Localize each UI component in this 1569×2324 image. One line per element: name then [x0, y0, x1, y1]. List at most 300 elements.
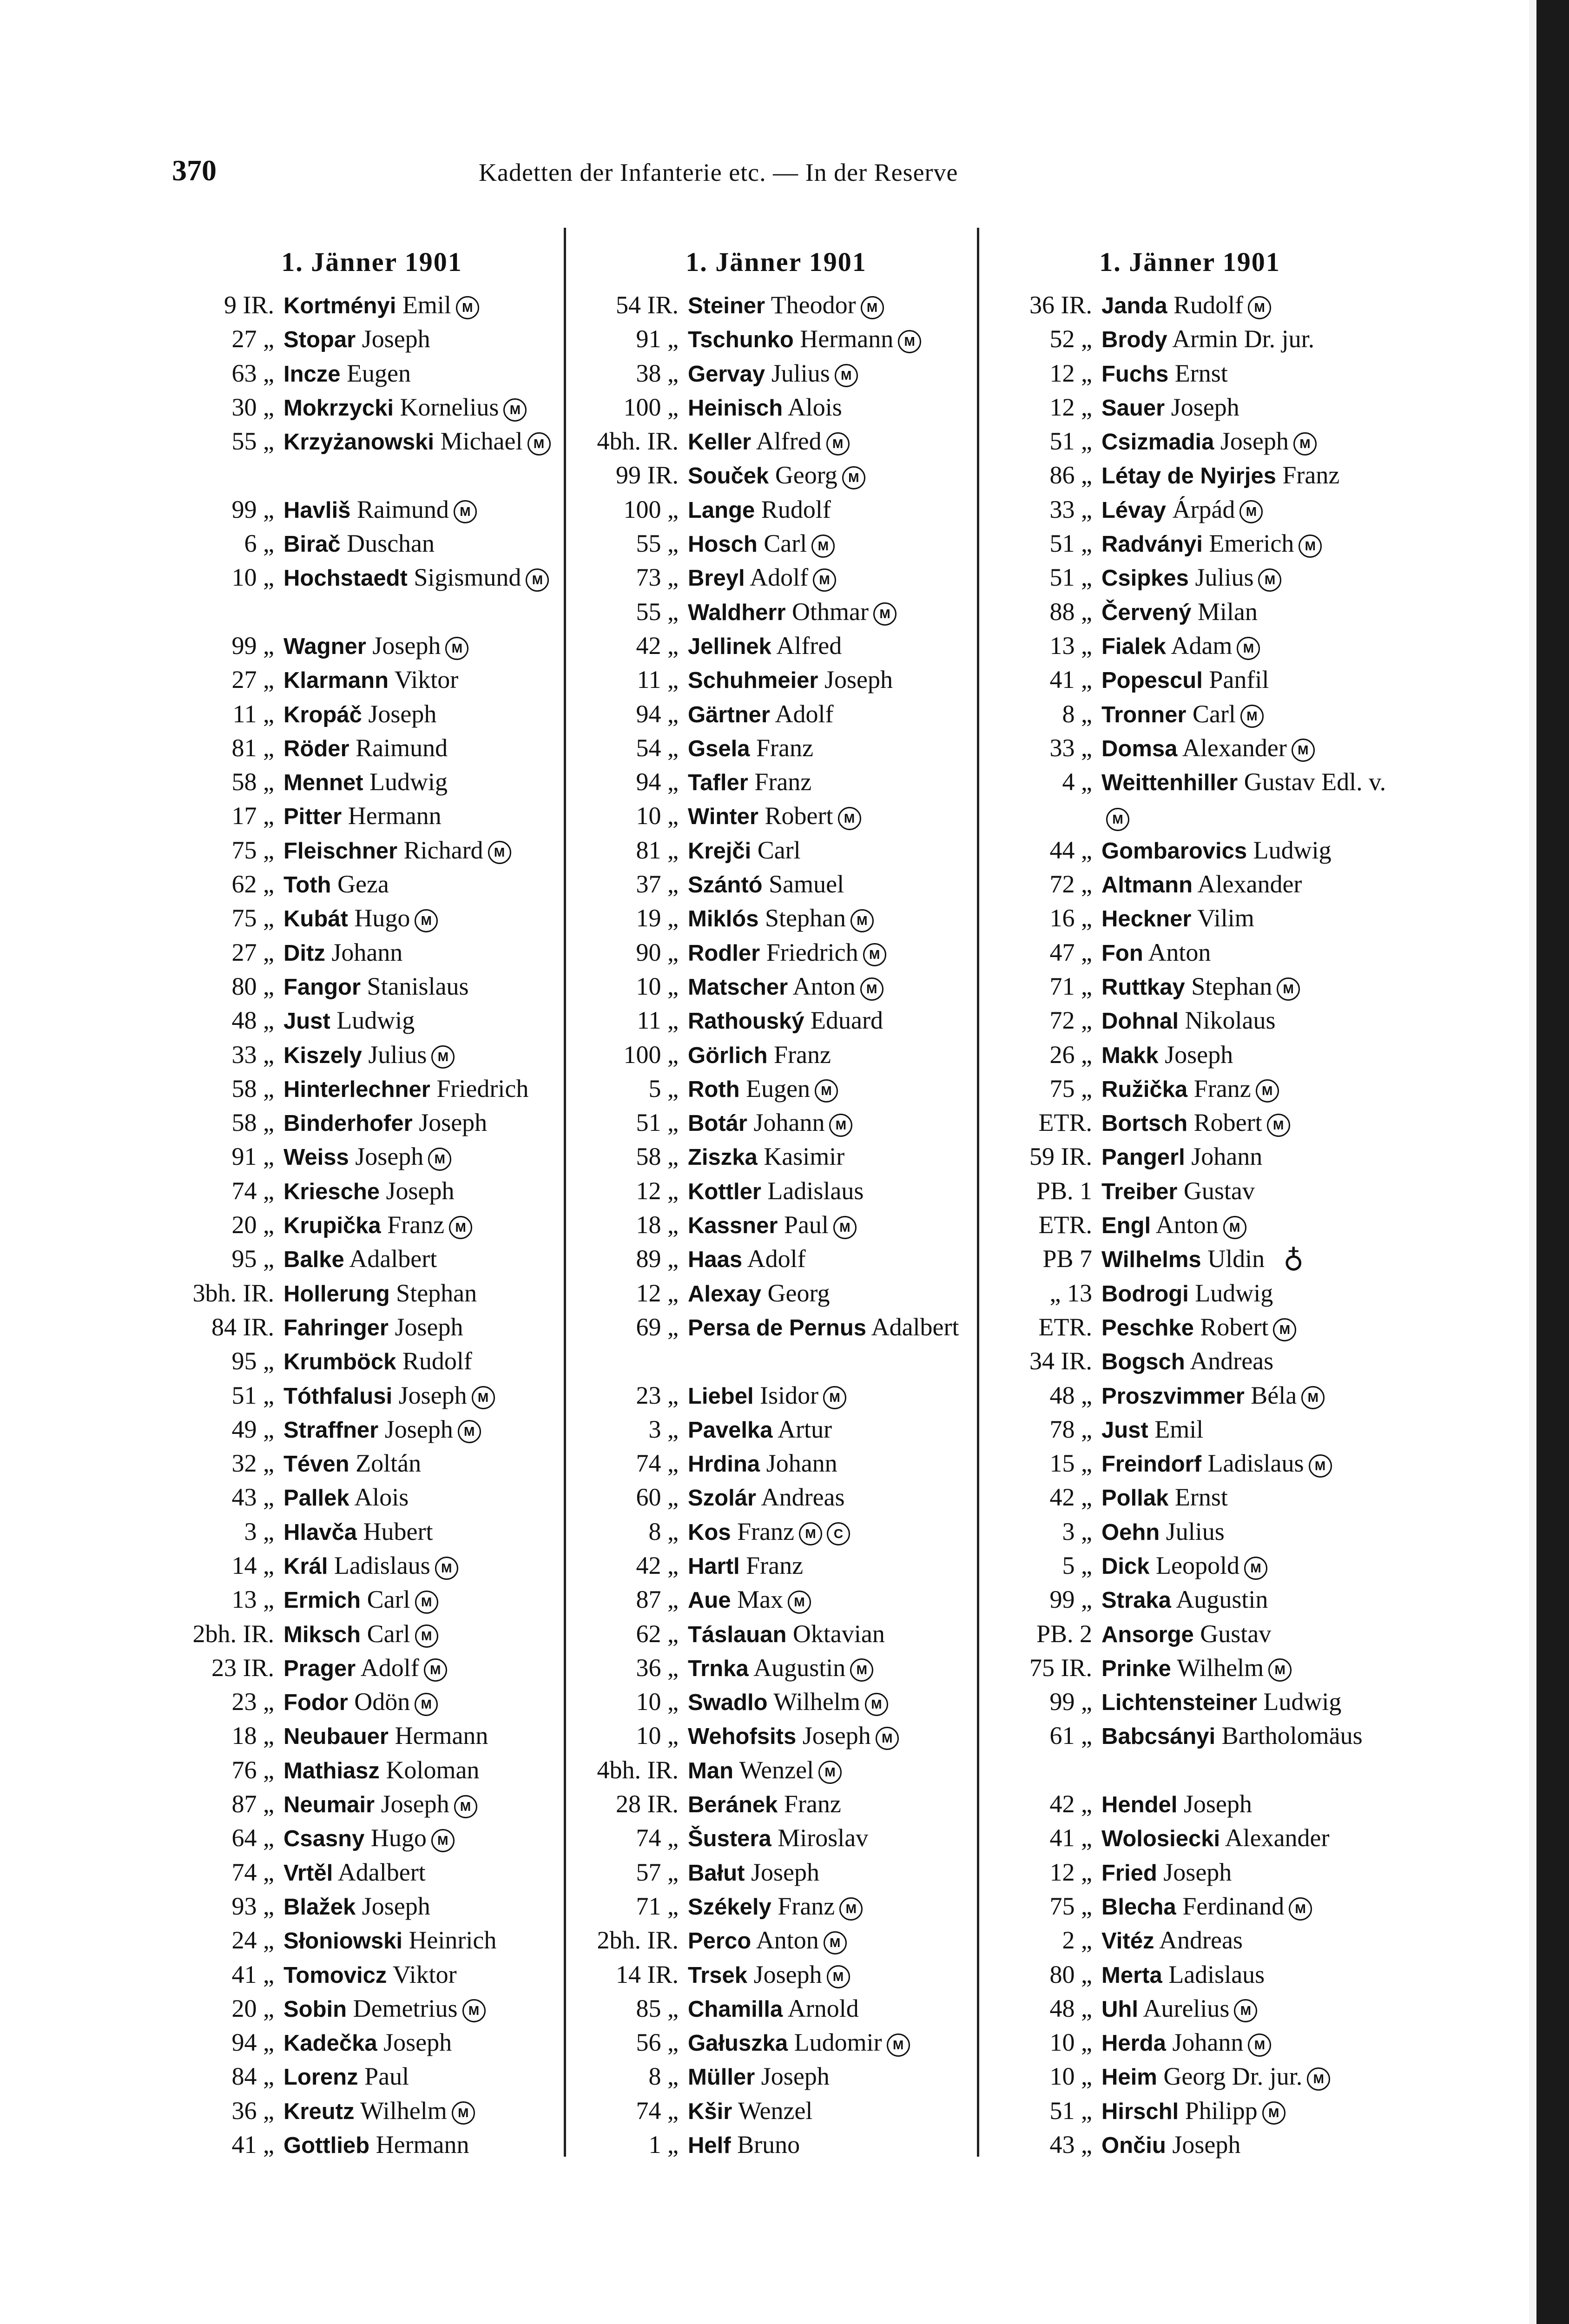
given-name: Paul	[784, 1211, 829, 1239]
surname: Ončiu	[1101, 2133, 1166, 2159]
surname: Klarmann	[283, 668, 389, 693]
person-name	[1101, 1480, 1390, 1515]
m-circle-icon: M	[1289, 1897, 1312, 1921]
person-name	[283, 2094, 572, 2129]
list-item	[576, 493, 976, 527]
surname: Gałuszka	[688, 2031, 788, 2056]
c-circle-icon: C	[827, 1522, 850, 1545]
given-name: Alfred	[776, 631, 842, 660]
surname: Steiner	[688, 293, 765, 318]
person-name	[283, 1038, 572, 1073]
given-name: Theodor	[771, 291, 856, 319]
surname: Bodrogi	[1101, 1281, 1189, 1307]
list-item	[172, 1787, 572, 1821]
surname: Dohnal	[1101, 1009, 1179, 1034]
regiment-number: 56 „	[636, 2028, 679, 2057]
given-name: Gustav	[1200, 1619, 1272, 1648]
person-name	[688, 1992, 976, 2027]
regiment-number: 2bh. IR.	[597, 1926, 679, 1954]
regiment-number: 80 „	[1049, 1960, 1092, 1988]
m-circle-icon: M	[454, 1795, 477, 1818]
given-name: Oktavian	[792, 1619, 885, 1648]
regiment-number: 58 „	[231, 768, 274, 796]
list-item	[172, 1379, 572, 1413]
m-circle-icon: M	[1234, 1999, 1257, 2022]
given-name: Hugo	[370, 1824, 427, 1852]
surname: Domsa	[1101, 736, 1178, 761]
m-circle-icon: M	[818, 1761, 842, 1784]
list-item	[172, 1958, 572, 1992]
given-name: Joseph	[368, 700, 437, 728]
regiment-number: 90 „	[636, 938, 679, 966]
given-name: Joseph	[1183, 1790, 1252, 1818]
given-name: Artur	[778, 1415, 832, 1443]
m-circle-icon: M	[452, 2101, 475, 2125]
list-item	[990, 1515, 1390, 1549]
regiment-number: 19 „	[636, 904, 679, 932]
person-name	[1101, 2060, 1390, 2094]
surname: Tafler	[688, 770, 748, 796]
surname: Fialek	[1101, 634, 1166, 659]
regiment-number: 64 „	[231, 1824, 274, 1852]
person-name	[688, 1685, 976, 1720]
regiment-number: 80 „	[231, 972, 274, 1000]
person-name	[688, 322, 976, 357]
person-name	[688, 1004, 976, 1038]
surname: Winter	[688, 804, 759, 830]
regiment-number: 12 „	[1049, 359, 1092, 387]
m-circle-icon: M	[415, 1693, 438, 1716]
given-name: Johann	[1172, 2028, 1244, 2057]
given-name: Georg	[767, 1279, 830, 1307]
m-circle-icon: M	[813, 568, 836, 592]
surname: Fuchs	[1101, 361, 1169, 387]
list-item	[990, 765, 1390, 833]
m-circle-icon: M	[454, 500, 477, 523]
surname: Vrtěl	[283, 1860, 333, 1886]
list-item	[990, 697, 1390, 731]
surname: Hollerung	[283, 1281, 390, 1307]
person-name	[1101, 1072, 1390, 1107]
list-item	[172, 936, 572, 970]
given-name: Panfil	[1209, 666, 1269, 694]
regiment-number: PB. 2	[1036, 1619, 1092, 1648]
given-name: Adolf	[360, 1653, 419, 1682]
person-name	[1101, 970, 1390, 1004]
regiment-number: 10 „	[636, 802, 679, 830]
list-item	[172, 1651, 572, 1685]
person-name	[283, 288, 572, 323]
person-name	[1101, 527, 1390, 561]
person-name	[283, 1480, 572, 1515]
surname: Wolosiecki	[1101, 1826, 1220, 1852]
given-name: Adolf	[775, 700, 834, 728]
surname: Słoniowski	[283, 1928, 402, 1954]
list-item	[576, 1685, 976, 1719]
person-name	[688, 1855, 976, 1890]
given-name: Stanislaus	[367, 972, 469, 1000]
surname: Lichtensteiner	[1101, 1690, 1257, 1716]
list-item	[576, 1617, 976, 1651]
given-name: Anton	[1155, 1211, 1219, 1239]
given-name: Ludwig	[369, 768, 448, 796]
given-name: Armin Dr. jur.	[1172, 325, 1315, 353]
m-circle-icon: M	[1309, 1454, 1332, 1478]
list-item	[172, 1038, 572, 1072]
regiment-number: 51 „	[1049, 427, 1092, 456]
surname: Dick	[1101, 1553, 1150, 1579]
given-name: Joseph	[362, 1892, 430, 1920]
person-name	[688, 458, 976, 493]
given-name: Augustin	[1176, 1585, 1268, 1614]
m-circle-icon: M	[456, 296, 479, 319]
person-name	[688, 1651, 976, 1686]
regiment-number: 99 „	[1049, 1585, 1092, 1614]
given-name: Franz	[754, 768, 812, 796]
given-name: Joseph	[419, 1109, 488, 1137]
surname: Rodler	[688, 940, 760, 966]
person-name	[1101, 1413, 1390, 1447]
person-name	[688, 2128, 976, 2163]
surname: Červený	[1101, 600, 1192, 625]
person-name	[688, 1106, 976, 1141]
given-name: Joseph	[372, 631, 441, 660]
surname: Fodor	[283, 1690, 348, 1716]
regiment-number: 60 „	[636, 1483, 679, 1512]
regiment-number: „ 13	[1049, 1279, 1092, 1307]
column-1	[172, 246, 572, 2162]
given-name: Joseph	[386, 1176, 455, 1205]
list-item	[576, 1549, 976, 1583]
person-name	[1101, 663, 1390, 698]
person-name	[1101, 2094, 1390, 2129]
list-item	[576, 1480, 976, 1514]
given-name: Richard	[403, 836, 483, 864]
given-name: Anton	[1148, 938, 1211, 966]
regiment-number: 43 „	[231, 1483, 274, 1512]
regiment-number: 10 „	[636, 1688, 679, 1716]
person-name	[688, 833, 976, 868]
surname: Prager	[283, 1656, 356, 1681]
given-name: Joseph	[355, 1142, 424, 1171]
m-circle-icon: M	[815, 1079, 838, 1103]
regiment-number: 51 „	[1049, 2096, 1092, 2125]
given-name: Franz	[387, 1211, 445, 1239]
regiment-number: 88 „	[1049, 597, 1092, 626]
given-name: Philipp	[1185, 2096, 1258, 2125]
regiment-number: 87 „	[636, 1585, 679, 1614]
regiment-number: 94 „	[231, 2028, 274, 2057]
regiment-number: 3bh. IR.	[192, 1279, 274, 1307]
list-item	[172, 1413, 572, 1446]
regiment-number: 94 „	[636, 768, 679, 796]
list-item	[576, 1276, 976, 1310]
regiment-number: 69 „	[636, 1313, 679, 1341]
list-item	[990, 595, 1390, 629]
person-name	[283, 1992, 572, 2027]
person-name	[688, 1515, 976, 1550]
list-item	[990, 1140, 1390, 1174]
surname: Trnka	[688, 1656, 749, 1681]
surname: Weiss	[283, 1145, 349, 1170]
regiment-number: 85 „	[636, 1994, 679, 2022]
surname: Kšir	[688, 2099, 732, 2124]
list-item	[576, 1855, 976, 1889]
person-name	[688, 390, 976, 425]
regiment-number: 74 „	[636, 1824, 679, 1852]
given-name: Wenzel	[739, 1756, 814, 1784]
surname: Schuhmeier	[688, 668, 818, 693]
surname: Tschunko	[688, 327, 794, 353]
list-item	[576, 1515, 976, 1549]
person-name	[1101, 424, 1390, 459]
given-name: Joseph	[1220, 427, 1289, 456]
person-name	[688, 288, 976, 323]
person-name	[688, 1208, 976, 1243]
list-item	[172, 1106, 572, 1140]
regiment-number: 93 „	[231, 1892, 274, 1920]
given-name: Sigismund	[414, 563, 521, 592]
list-item	[172, 1719, 572, 1753]
given-name: Julius	[368, 1040, 427, 1069]
surname: Roth	[688, 1076, 740, 1102]
surname: Radványi	[1101, 532, 1203, 557]
surname: Perco	[688, 1928, 752, 1954]
regiment-number: 23 IR.	[211, 1653, 274, 1682]
surname: Ružička	[1101, 1076, 1188, 1102]
given-name: Alois	[354, 1483, 409, 1512]
person-name	[1101, 1583, 1390, 1618]
m-circle-icon: M	[415, 909, 438, 932]
surname: Mokrzycki	[283, 395, 394, 421]
given-name: Joseph	[1165, 1040, 1233, 1069]
regiment-number: 14 IR.	[616, 1960, 679, 1988]
surname: Csasny	[283, 1826, 365, 1852]
regiment-number: 8 „	[648, 2062, 679, 2091]
person-name	[283, 2026, 572, 2060]
person-name	[1101, 1855, 1390, 1890]
list-item	[172, 970, 572, 1004]
surname: Lorenz	[283, 2065, 358, 2090]
surname: Ansorge	[1101, 1622, 1194, 1647]
given-name: Ludwig	[1253, 836, 1332, 864]
person-name	[688, 2060, 976, 2094]
surname: Röder	[283, 736, 349, 761]
list-item	[172, 1821, 572, 1855]
surname: Krzyżanowski	[283, 429, 435, 455]
list-item	[576, 731, 976, 765]
surname: Fleischner	[283, 838, 398, 864]
given-name: Joseph	[1171, 393, 1239, 421]
list-item	[576, 1992, 976, 2026]
list-item	[990, 390, 1390, 424]
given-name: Vilim	[1197, 904, 1254, 932]
person-name	[1101, 697, 1390, 732]
m-circle-icon: M	[428, 1148, 451, 1171]
list-item	[576, 527, 976, 561]
m-circle-icon: M	[1223, 1216, 1246, 1239]
person-name	[688, 1923, 976, 1958]
given-name: Franz	[784, 1790, 841, 1818]
person-name	[688, 493, 976, 528]
surname: Birač	[283, 532, 341, 557]
surname: Blažek	[283, 1894, 356, 1920]
column-heading: 1. Jänner 1901	[1099, 247, 1280, 277]
list-item	[172, 1923, 572, 1957]
surname: Persa de Pernus	[688, 1315, 867, 1340]
given-name: Hermann	[395, 1722, 488, 1750]
surname: Freindorf	[1101, 1452, 1202, 1477]
list-item	[172, 424, 572, 493]
given-name: Anton	[756, 1926, 819, 1954]
list-item	[990, 1106, 1390, 1140]
m-circle-icon: M	[1292, 739, 1315, 762]
regiment-number: 18 „	[636, 1211, 679, 1239]
surname: Fon	[1101, 940, 1143, 966]
surname: Pavelka	[688, 1417, 773, 1443]
regiment-number: 26 „	[1049, 1040, 1092, 1069]
regiment-number: 16 „	[1049, 904, 1092, 932]
given-name: Eugen	[746, 1074, 811, 1103]
given-name: Ladislaus	[334, 1551, 430, 1579]
list-item	[990, 1379, 1390, 1413]
surname: Blecha	[1101, 1894, 1176, 1920]
person-name	[1101, 493, 1390, 528]
person-name	[283, 629, 572, 664]
regiment-number: 78 „	[1049, 1415, 1092, 1443]
given-name: Joseph	[383, 2028, 452, 2057]
given-name: Bartholomäus	[1221, 1722, 1363, 1750]
given-name: Johann	[1191, 1142, 1263, 1171]
surname: Vitéz	[1101, 1928, 1154, 1954]
m-circle-icon: M	[865, 1693, 888, 1716]
given-name: Joseph	[802, 1722, 871, 1750]
regiment-number: 6 „	[244, 529, 274, 558]
column-heading: 1. Jänner 1901	[281, 247, 462, 277]
regiment-number: 30 „	[231, 393, 274, 421]
m-circle-icon: M	[1301, 1386, 1325, 1409]
surname: Csipkes	[1101, 566, 1189, 591]
regiment-number: 51 „	[1049, 529, 1092, 558]
regiment-number: 27 „	[231, 938, 274, 966]
regiment-number: 91 „	[636, 325, 679, 353]
m-circle-icon: M	[1237, 637, 1260, 660]
given-name: Ludwig	[336, 1006, 415, 1035]
list-item	[172, 1583, 572, 1617]
surname: Just	[283, 1009, 330, 1034]
list-item	[172, 1992, 572, 2026]
regiment-number: 3 „	[648, 1415, 679, 1443]
surname: Lange	[688, 497, 755, 523]
list-item	[576, 1923, 976, 1957]
surname: Janda	[1101, 293, 1167, 318]
list-item	[172, 2060, 572, 2093]
person-name	[1101, 1276, 1390, 1311]
person-name	[1101, 901, 1390, 936]
list-item	[990, 901, 1390, 935]
surname: Altmann	[1101, 872, 1193, 898]
person-name	[283, 765, 572, 800]
given-name: Ernst	[1174, 359, 1228, 387]
surname: Kubát	[283, 906, 348, 932]
list-item	[172, 1004, 572, 1037]
regiment-number: 54 „	[636, 733, 679, 762]
regiment-number: 100 „	[623, 495, 679, 523]
person-name	[1101, 1889, 1390, 1924]
given-name: Franz	[756, 733, 813, 762]
given-name: Béla	[1251, 1381, 1297, 1409]
surname: Breyl	[688, 566, 745, 591]
surname: Liebel	[688, 1383, 754, 1409]
list-item	[990, 2094, 1390, 2128]
person-name	[1101, 1004, 1390, 1038]
person-name	[283, 833, 572, 868]
m-circle-icon: M	[850, 909, 874, 932]
list-item	[576, 1379, 976, 1413]
given-name: Hermann	[376, 2131, 469, 2159]
list-item	[990, 867, 1390, 901]
surname: Gombarovics	[1101, 838, 1247, 864]
regiment-number: 49 „	[231, 1415, 274, 1443]
given-name: Carl	[764, 529, 807, 558]
list-item	[172, 1515, 572, 1549]
surname: Gärtner	[688, 702, 771, 727]
regiment-number: 51 „	[231, 1381, 274, 1409]
surname: Weittenhiller	[1101, 770, 1238, 796]
surname: Prinke	[1101, 1656, 1171, 1681]
person-name	[1101, 1038, 1390, 1073]
list-item	[990, 1889, 1390, 1923]
list-item	[990, 1821, 1390, 1855]
list-item	[576, 697, 976, 731]
given-name: Andreas	[761, 1483, 845, 1512]
given-name: Carl	[1192, 700, 1236, 728]
m-circle-icon: M	[503, 398, 527, 422]
regiment-number: 33 „	[1049, 495, 1092, 523]
column-3	[990, 246, 1390, 2162]
given-name: Franz	[1282, 461, 1340, 489]
m-circle-icon: M	[1277, 977, 1300, 1001]
m-circle-icon: M	[1239, 500, 1263, 523]
person-name	[283, 1344, 572, 1379]
given-name: Samuel	[769, 870, 844, 898]
regiment-number: 51 „	[636, 1109, 679, 1137]
regiment-number: 9 IR.	[224, 291, 274, 319]
list-item	[990, 1310, 1390, 1344]
list-item	[990, 1004, 1390, 1037]
person-name	[283, 527, 572, 561]
surname: Trsek	[688, 1962, 748, 1988]
regiment-number: 47 „	[1049, 938, 1092, 966]
person-name	[283, 1208, 572, 1243]
regiment-number: 91 „	[231, 1142, 274, 1171]
surname: Straka	[1101, 1588, 1171, 1613]
m-circle-icon: M	[458, 1420, 481, 1443]
list-item	[172, 527, 572, 561]
person-name	[1101, 595, 1390, 630]
surname: Gottlieb	[283, 2133, 370, 2159]
m-circle-icon: M	[431, 1045, 455, 1069]
m-circle-icon: M	[826, 432, 850, 456]
surname: Chamilla	[688, 1996, 783, 2022]
given-name: Hermann	[800, 325, 894, 353]
surname: Kadečka	[283, 2031, 377, 2056]
surname: Csizmadia	[1101, 429, 1214, 455]
person-name	[283, 1753, 572, 1788]
regiment-number: ETR.	[1038, 1313, 1092, 1341]
given-name: Robert	[765, 802, 833, 830]
person-name	[1101, 1140, 1390, 1175]
